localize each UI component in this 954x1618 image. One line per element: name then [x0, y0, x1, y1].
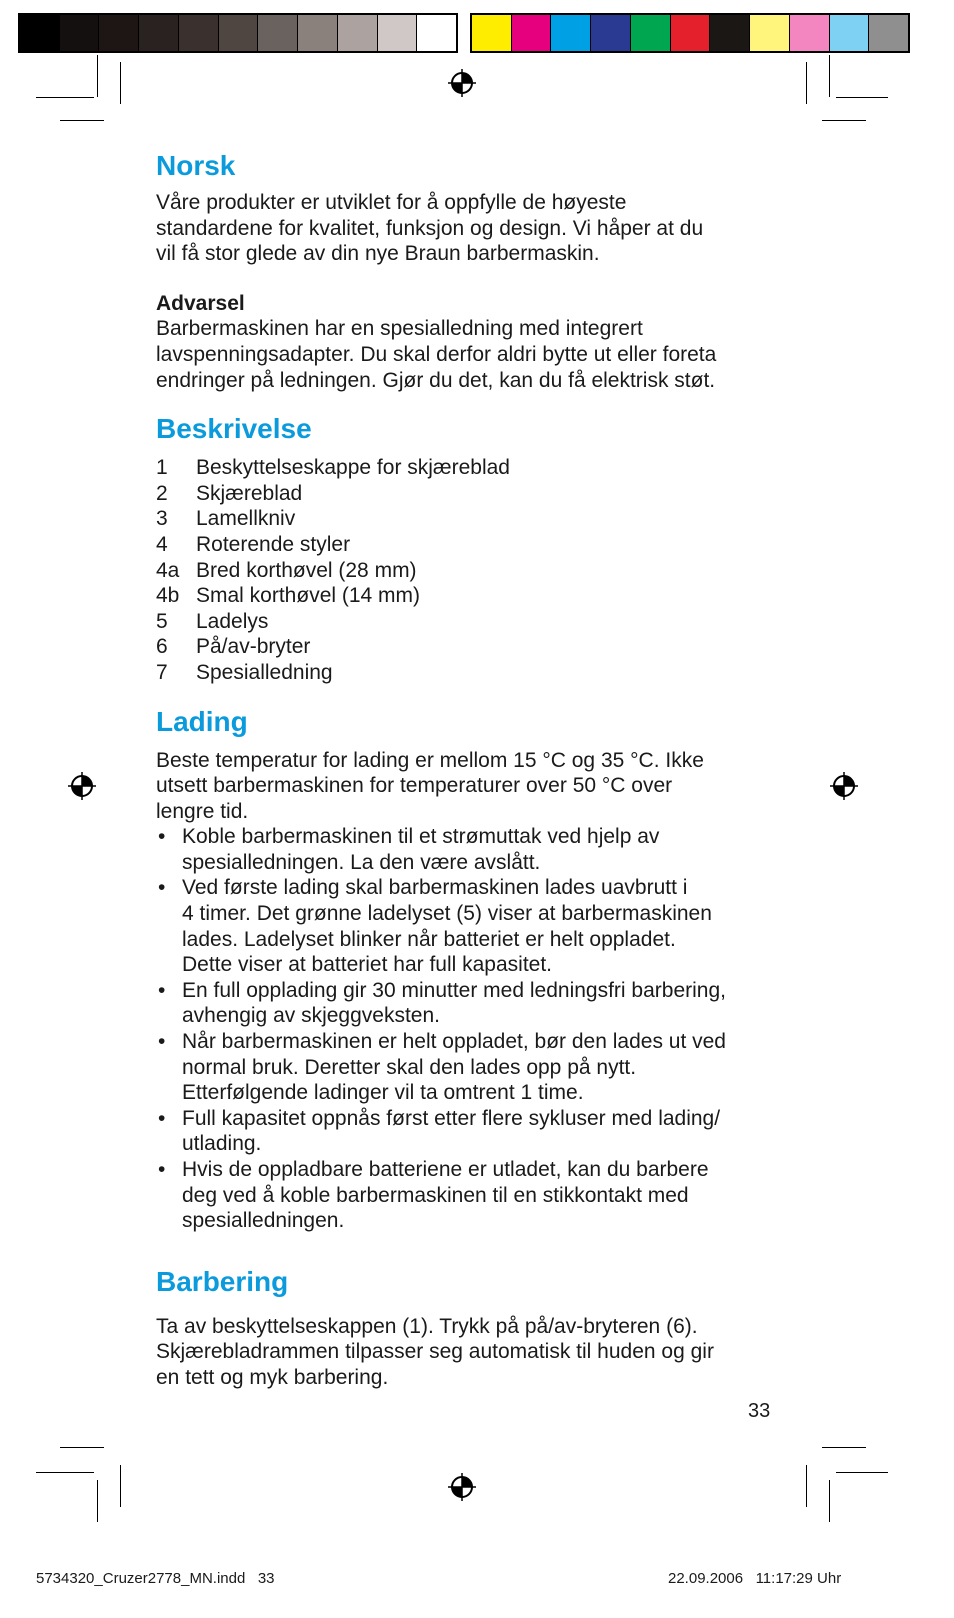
text-line: vil få stor glede av din nye Braun barbermaskin. [156, 242, 600, 266]
lading-bullets [156, 824, 806, 1234]
text-line: Hvis de oppladbare batteriene er utladet, kan du barbere [182, 1158, 709, 1181]
color-swatch [551, 15, 591, 51]
bullet-item [156, 978, 806, 1029]
crop-mark [806, 1465, 807, 1507]
item-number: 4a [156, 558, 180, 582]
crop-mark [836, 97, 888, 98]
item-text: Roterende styler [196, 532, 351, 556]
crop-mark [120, 62, 121, 104]
item-number: 1 [156, 456, 168, 480]
text-line: lavspenningsadapter. Du skal derfor aldri bytte ut eller foreta [156, 342, 717, 366]
crop-mark [822, 120, 866, 121]
color-swatch [338, 15, 378, 51]
item-number: 7 [156, 660, 168, 684]
color-swatch [179, 15, 219, 51]
list-item [156, 532, 806, 558]
crop-mark [829, 1480, 830, 1522]
text-line: en tett og myk barbering. [156, 1365, 389, 1389]
text-line: Våre produkter er utviklet for å oppfylle de høyeste [156, 191, 627, 214]
crop-mark [36, 1472, 94, 1473]
color-calibration-bar-grayscale [18, 13, 458, 53]
warning-paragraph [156, 316, 806, 393]
item-text: Beskyttelseskappe for skjæreblad [196, 456, 510, 480]
item-text: Bred korthøvel (28 mm) [196, 558, 417, 582]
text-line: utsett barbermaskinen for temperaturer over 50 °C over [156, 774, 673, 798]
text-line: Etterfølgende ladinger vil ta omtrent 1 time. [182, 1081, 584, 1105]
registration-mark-icon [447, 68, 477, 98]
page-number: 33 [748, 1400, 771, 1422]
crop-mark [97, 55, 98, 97]
color-swatch [631, 15, 671, 51]
item-text: Spesialledning [196, 660, 333, 684]
item-number: 4b [156, 584, 180, 608]
bullet-icon: • [158, 1030, 166, 1054]
color-swatch [139, 15, 179, 51]
color-swatch [750, 15, 790, 51]
text-line: 4 timer. Det grønne ladelyset (5) viser at barbermaskinen [182, 902, 712, 926]
crop-mark [60, 120, 104, 121]
registration-mark-icon [67, 771, 97, 801]
lading-intro [156, 748, 806, 825]
item-number: 3 [156, 507, 168, 531]
list-item [156, 506, 806, 532]
section-heading-lading: Lading [156, 705, 248, 737]
section-heading-norsk: Norsk [156, 150, 236, 181]
text-line: Når barbermaskinen er helt oppladet, bør den lades ut ved [182, 1030, 726, 1054]
text-line: Ta av beskyttelseskappen (1). Trykk på på/av-bryteren (6). [156, 1314, 698, 1338]
intro-paragraph [156, 190, 806, 267]
text-line: spesialledningen. [182, 1209, 345, 1233]
list-item [156, 634, 806, 660]
color-swatch [258, 15, 298, 51]
bullet-item [156, 875, 806, 977]
text-line: Full kapasitet oppnås først etter flere sykluser med lading/ [182, 1106, 721, 1130]
text-line: Beste temperatur for lading er mellom 15 °C og 35 °C. Ikke [156, 748, 704, 772]
bullet-item [156, 1029, 806, 1106]
bullet-item [156, 1157, 806, 1234]
item-number: 4 [156, 532, 168, 556]
item-number: 6 [156, 635, 168, 659]
item-text: Smal korthøvel (14 mm) [196, 584, 421, 608]
color-swatch [298, 15, 338, 51]
item-text: På/av-bryter [196, 635, 311, 659]
parts-list [156, 455, 806, 685]
barbering-paragraph [156, 1314, 806, 1391]
color-swatch [378, 15, 418, 51]
item-text: Skjæreblad [196, 481, 303, 505]
text-line: Dette viser at batteriet har full kapasitet. [182, 953, 553, 977]
registration-mark-icon [829, 771, 859, 801]
text-line: deg ved å koble barbermaskinen til en stikkontakt med [182, 1183, 689, 1207]
text-line: utlading. [182, 1132, 262, 1156]
item-text: Lamellkniv [196, 507, 296, 531]
list-item [156, 481, 806, 507]
text-line: En full opplading gir 30 minutter med ledningsfri barbering, [182, 978, 726, 1002]
bullet-item [156, 1106, 806, 1157]
text-line: lades. Ladelyset blinker når batteriet er helt oppladet. [182, 927, 676, 951]
text-line: Skjærebladrammen tilpasser seg automatisk til huden og gir [156, 1340, 714, 1364]
color-swatch [512, 15, 552, 51]
text-line: standardene for kvalitet, funksjon og design. Vi håper at du [156, 216, 704, 240]
bullet-icon: • [158, 978, 166, 1002]
color-swatch [710, 15, 750, 51]
text-line: Koble barbermaskinen til et strømuttak ved hjelp av [182, 825, 660, 849]
text-line: endringer på ledningen. Gjør du det, kan du få elektrisk støt. [156, 368, 716, 392]
text-line: Ved første lading skal barbermaskinen lades uavbrutt i [182, 876, 688, 900]
color-swatch [99, 15, 139, 51]
color-swatch [472, 15, 512, 51]
footer-filename: 5734320_Cruzer2778_MN.indd 33 [36, 1570, 275, 1587]
bullet-icon: • [158, 825, 166, 849]
color-swatch [417, 15, 456, 51]
color-swatch [869, 15, 908, 51]
warning-heading: Advarsel [156, 291, 245, 315]
bullet-item [156, 824, 806, 875]
text-line: avhengig av skjeggveksten. [182, 1004, 440, 1028]
color-swatch [591, 15, 631, 51]
crop-mark [120, 1465, 121, 1507]
bullet-icon: • [158, 876, 166, 900]
list-item [156, 609, 806, 635]
item-number: 5 [156, 609, 168, 633]
registration-mark-icon [447, 1472, 477, 1502]
item-text: Ladelys [196, 609, 269, 633]
list-item [156, 455, 806, 481]
color-swatch [671, 15, 711, 51]
crop-mark [806, 62, 807, 104]
bullet-icon: • [158, 1106, 166, 1130]
section-heading-barbering: Barbering [156, 1265, 289, 1297]
list-item [156, 583, 806, 609]
page-content [156, 146, 806, 1391]
crop-mark [97, 1480, 98, 1522]
text-line: lengre tid. [156, 799, 249, 823]
section-heading-beskrivelse: Beskrivelse [156, 413, 312, 445]
crop-mark [822, 1447, 866, 1448]
color-swatch [219, 15, 259, 51]
color-calibration-bar-process [470, 13, 910, 53]
color-swatch [790, 15, 830, 51]
footer-timestamp: 22.09.2006 11:17:29 Uhr [668, 1570, 842, 1587]
crop-mark [829, 55, 830, 97]
color-swatch [20, 15, 60, 51]
color-swatch [830, 15, 870, 51]
list-item [156, 558, 806, 584]
text-line: normal bruk. Deretter skal den lades opp på nytt. [182, 1055, 637, 1079]
crop-mark [36, 97, 94, 98]
crop-mark [60, 1447, 104, 1448]
color-swatch [60, 15, 100, 51]
list-item [156, 660, 806, 686]
text-line: spesialledningen. La den være avslått. [182, 850, 541, 874]
text-line: Barbermaskinen har en spesialledning med integrert [156, 317, 643, 341]
item-number: 2 [156, 481, 168, 505]
bullet-icon: • [158, 1158, 166, 1181]
crop-mark [836, 1472, 888, 1473]
